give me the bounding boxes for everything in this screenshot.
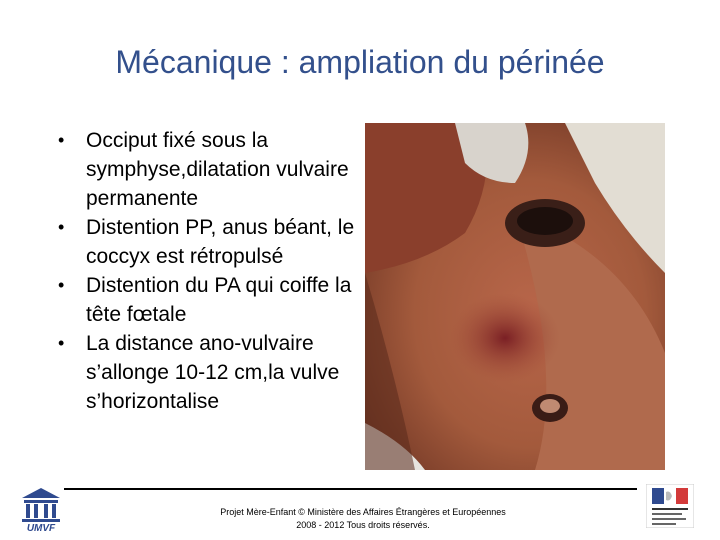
footer-copyright [180,506,546,532]
bullet-item [56,126,376,213]
bullet-marker: • [58,275,65,295]
bullet-text: La distance ano-vulvaire s’allonge 10-12 cm,la vulve s’horizontalise [86,332,340,413]
bullet-marker: • [58,333,65,353]
footer-line-2: 2008 - 2012 Tous droits réservés. [296,520,430,530]
bullet-item [56,213,376,271]
ministry-logo [646,484,694,528]
bullet-text: Occiput fixé sous la symphyse,dilatation vulvaire permanente [86,129,349,210]
bullet-marker: • [58,217,65,237]
slide-title: Mécanique : ampliation du périnée [115,44,605,80]
bullet-item [56,271,376,329]
bullet-list [56,126,376,416]
bullet-text: Distention PP, anus béant, le coccyx est rétropulsé [86,216,355,268]
umvf-logo-text: UMVF [26,523,56,532]
bullet-text: Distention du PA qui coiffe la tête fœtale [86,274,352,326]
clinical-photo [365,123,665,470]
bullet-item [56,329,376,416]
footer-divider [64,488,637,490]
bullet-marker: • [58,130,65,150]
footer-line-1: Projet Mère-Enfant © Ministère des Affaires Étrangères et Européennes [220,507,506,517]
umvf-logo [18,484,64,532]
